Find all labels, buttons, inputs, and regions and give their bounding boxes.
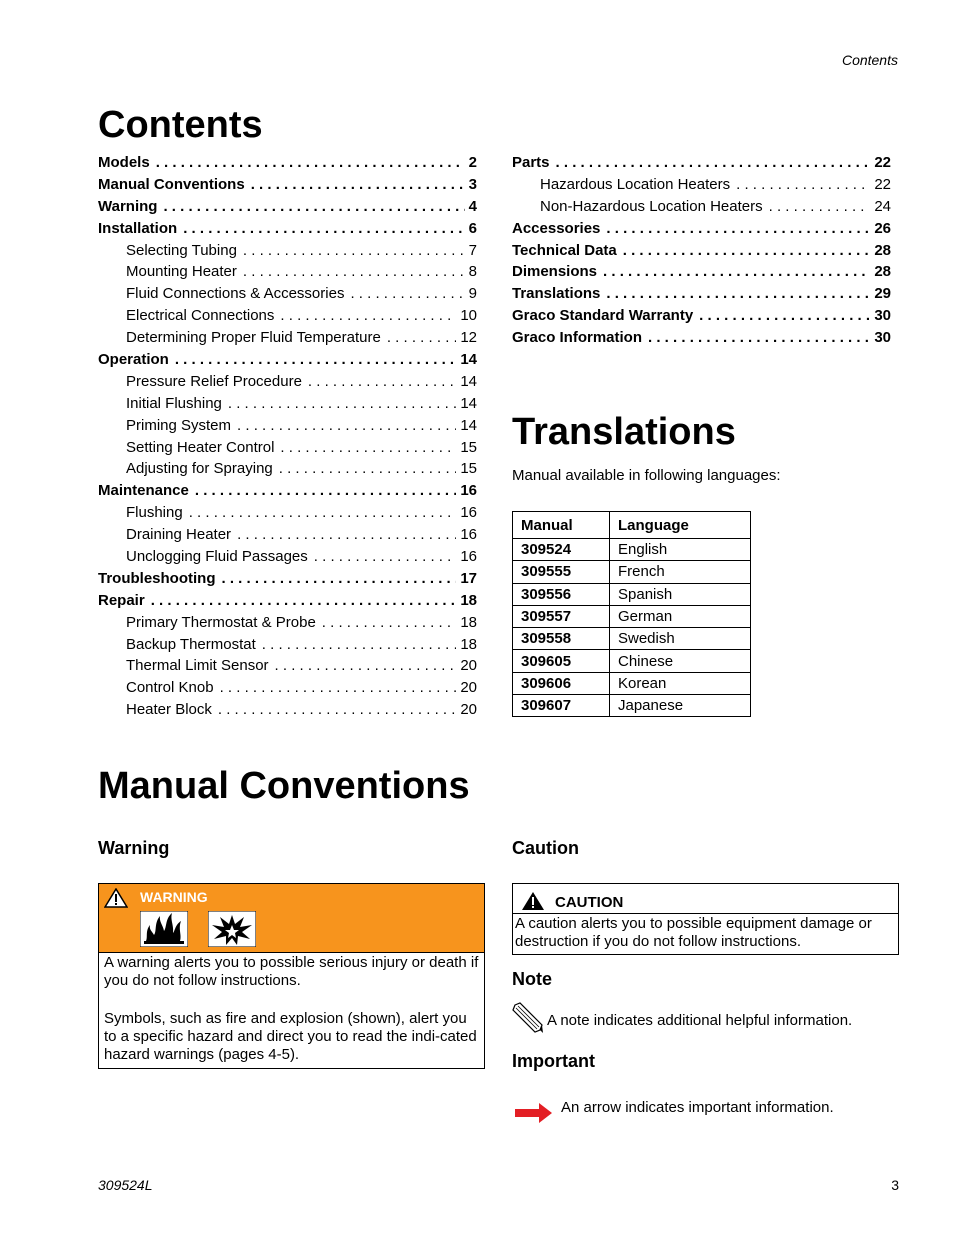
toc-entry-label: Manual Conventions bbox=[98, 175, 245, 193]
warning-triangle-icon bbox=[104, 888, 128, 908]
toc-entry-label: Repair bbox=[98, 591, 145, 609]
table-row bbox=[513, 695, 751, 717]
caution-triangle-icon bbox=[521, 891, 545, 911]
toc-entry-label: Initial Flushing bbox=[126, 394, 222, 412]
toc-entry-label: Backup Thermostat bbox=[126, 635, 256, 653]
running-head: Contents bbox=[841, 52, 898, 68]
toc-leader-dots bbox=[603, 263, 870, 280]
toc-entry bbox=[98, 285, 477, 307]
toc-entry-label: Selecting Tubing bbox=[126, 241, 237, 259]
toc-leader-dots bbox=[736, 176, 870, 193]
toc-entry bbox=[98, 504, 477, 526]
toc-leader-dots bbox=[222, 570, 457, 587]
toc-entry bbox=[98, 242, 477, 264]
language-cell: Spanish bbox=[610, 583, 751, 605]
toc-entry-page: 16 bbox=[460, 526, 477, 544]
toc-entry bbox=[98, 614, 477, 636]
warning-header-band bbox=[99, 884, 484, 953]
toc-entry-page: 18 bbox=[460, 635, 477, 653]
toc-entry-label: Setting Heater Control bbox=[126, 438, 275, 456]
toc-entry bbox=[98, 307, 477, 329]
toc-entry-label: Draining Heater bbox=[126, 526, 232, 544]
toc-entry bbox=[512, 285, 891, 307]
toc-entry-label: Flushing bbox=[126, 504, 183, 522]
toc-leader-dots bbox=[243, 242, 465, 259]
toc-entry-page: 20 bbox=[460, 657, 477, 675]
toc-entry-page: 6 bbox=[468, 219, 477, 237]
warning-description bbox=[104, 954, 479, 1064]
toc-leader-dots bbox=[769, 198, 871, 215]
toc-entry bbox=[98, 482, 477, 504]
toc-entry bbox=[512, 329, 891, 351]
doc-number: 309524L bbox=[98, 1177, 153, 1193]
toc-entry-label: Parts bbox=[512, 154, 550, 171]
table-row bbox=[513, 539, 751, 561]
caution-header bbox=[513, 884, 898, 914]
toc-entry bbox=[512, 307, 891, 329]
fire-icon bbox=[140, 911, 188, 947]
pencil-icon bbox=[512, 1002, 544, 1034]
toc-leader-dots bbox=[195, 482, 456, 499]
toc-leader-dots bbox=[156, 154, 465, 171]
toc-entry bbox=[512, 154, 891, 176]
toc-entry-label: Installation bbox=[98, 219, 178, 237]
toc-entry-page: 7 bbox=[468, 241, 477, 259]
toc-entry-label: Troubleshooting bbox=[98, 569, 216, 587]
toc-entry bbox=[98, 263, 477, 285]
toc-entry bbox=[98, 439, 477, 461]
toc-entry-label: Control Knob bbox=[126, 679, 214, 697]
toc-entry bbox=[512, 220, 891, 242]
note-heading: Note bbox=[512, 969, 552, 989]
toc-leader-dots bbox=[183, 220, 464, 237]
toc-left-column bbox=[98, 154, 477, 723]
toc-leader-dots bbox=[606, 220, 870, 237]
toc-entry-label: Accessories bbox=[512, 219, 601, 237]
important-text: An arrow indicates important information. bbox=[561, 1099, 834, 1116]
toc-entry-page: 20 bbox=[460, 679, 477, 697]
toc-entry-page: 28 bbox=[874, 263, 891, 281]
note-text: A note indicates additional helpful information. bbox=[547, 1012, 853, 1029]
toc-entry-page: 4 bbox=[468, 197, 477, 215]
translations-title: Translations bbox=[512, 411, 736, 453]
toc-entry-label: Electrical Connections bbox=[126, 307, 275, 325]
toc-leader-dots bbox=[623, 242, 871, 259]
toc-entry-label: Unclogging Fluid Passages bbox=[126, 548, 308, 566]
toc-entry-label: Graco Standard Warranty bbox=[512, 307, 694, 325]
manual-number-cell: 309556 bbox=[513, 583, 610, 605]
explosion-icon bbox=[208, 911, 256, 947]
toc-entry-page: 14 bbox=[460, 351, 477, 369]
toc-entry bbox=[98, 329, 477, 351]
toc-leader-dots bbox=[280, 307, 456, 324]
toc-leader-dots bbox=[237, 417, 456, 434]
language-cell: English bbox=[610, 539, 751, 561]
toc-entry-page: 14 bbox=[460, 394, 477, 412]
page-number: 3 bbox=[891, 1177, 899, 1193]
translations-intro: Manual available in following languages: bbox=[512, 467, 781, 484]
toc-entry-page: 30 bbox=[874, 329, 891, 347]
table-row bbox=[513, 650, 751, 672]
warning-label: WARNING bbox=[140, 889, 208, 905]
toc-entry bbox=[98, 220, 477, 242]
toc-right-column bbox=[512, 154, 891, 351]
table-row bbox=[513, 672, 751, 694]
toc-leader-dots bbox=[251, 176, 465, 193]
toc-entry bbox=[512, 198, 891, 220]
toc-leader-dots bbox=[556, 154, 871, 171]
toc-entry bbox=[512, 263, 891, 285]
toc-leader-dots bbox=[262, 636, 457, 653]
toc-entry-label: Non-Hazardous Location Heaters bbox=[540, 197, 763, 215]
toc-entry-label: Maintenance bbox=[98, 482, 189, 500]
toc-leader-dots bbox=[606, 285, 870, 302]
toc-entry-page: 8 bbox=[468, 263, 477, 281]
toc-entry bbox=[98, 154, 477, 176]
toc-entry-page: 14 bbox=[460, 372, 477, 390]
toc-entry-page: 24 bbox=[874, 197, 891, 215]
red-arrow-icon bbox=[515, 1102, 553, 1124]
toc-leader-dots bbox=[151, 592, 457, 609]
manual-number-cell: 309555 bbox=[513, 561, 610, 583]
table-header-cell: Language bbox=[610, 512, 751, 539]
toc-entry bbox=[98, 526, 477, 548]
toc-entry-label: Thermal Limit Sensor bbox=[126, 657, 269, 675]
toc-entry-label: Models bbox=[98, 154, 150, 171]
important-heading: Important bbox=[512, 1051, 595, 1071]
manual-number-cell: 309557 bbox=[513, 605, 610, 627]
toc-entry-page: 17 bbox=[460, 569, 477, 587]
toc-entry-label: Translations bbox=[512, 285, 601, 303]
table-row bbox=[513, 561, 751, 583]
warning-box bbox=[98, 883, 485, 1069]
manual-number-cell: 309607 bbox=[513, 695, 610, 717]
toc-entry-label: Operation bbox=[98, 351, 169, 369]
toc-entry bbox=[98, 679, 477, 701]
toc-entry bbox=[98, 417, 477, 439]
table-header-cell: Manual bbox=[513, 512, 610, 539]
toc-entry-page: 18 bbox=[460, 591, 477, 609]
toc-entry bbox=[98, 395, 477, 417]
toc-entry bbox=[98, 460, 477, 482]
toc-entry-page: 28 bbox=[874, 241, 891, 259]
language-cell: Korean bbox=[610, 672, 751, 694]
toc-leader-dots bbox=[350, 285, 464, 302]
toc-leader-dots bbox=[175, 351, 456, 368]
toc-entry-page: 9 bbox=[468, 285, 477, 303]
toc-leader-dots bbox=[275, 657, 457, 674]
toc-entry bbox=[98, 373, 477, 395]
toc-entry-page: 29 bbox=[874, 285, 891, 303]
toc-leader-dots bbox=[163, 198, 464, 215]
toc-leader-dots bbox=[308, 373, 456, 390]
manual-conventions-title: Manual Conventions bbox=[98, 765, 470, 807]
toc-leader-dots bbox=[280, 439, 456, 456]
translations-table bbox=[512, 511, 751, 717]
language-cell: Chinese bbox=[610, 650, 751, 672]
caution-box bbox=[512, 883, 899, 955]
toc-entry-label: Priming System bbox=[126, 416, 232, 434]
toc-entry bbox=[98, 548, 477, 570]
toc-entry bbox=[98, 351, 477, 373]
toc-entry bbox=[98, 176, 477, 198]
toc-entry bbox=[512, 242, 891, 264]
toc-leader-dots bbox=[322, 614, 457, 631]
manual-number-cell: 309558 bbox=[513, 628, 610, 650]
table-row bbox=[513, 628, 751, 650]
toc-entry-label: Graco Information bbox=[512, 329, 643, 347]
toc-entry bbox=[512, 176, 891, 198]
toc-entry bbox=[98, 198, 477, 220]
toc-entry-page: 12 bbox=[460, 329, 477, 347]
toc-entry-page: 15 bbox=[460, 460, 477, 478]
table-row bbox=[513, 605, 751, 627]
caution-label: CAUTION bbox=[555, 894, 624, 911]
toc-entry bbox=[98, 570, 477, 592]
warning-heading: Warning bbox=[98, 838, 170, 858]
toc-leader-dots bbox=[228, 395, 456, 412]
toc-entry-label: Pressure Relief Procedure bbox=[126, 372, 302, 390]
caution-description: A caution alerts you to possible equipment damage or destruction if you do not follow instructions. bbox=[515, 915, 872, 950]
toc-entry-page: 16 bbox=[460, 482, 477, 500]
toc-leader-dots bbox=[648, 329, 870, 346]
toc-entry-page: 16 bbox=[460, 548, 477, 566]
language-cell: French bbox=[610, 561, 751, 583]
toc-entry-label: Determining Proper Fluid Temperature bbox=[126, 329, 381, 347]
language-cell: Swedish bbox=[610, 628, 751, 650]
warning-text-1: A warning alerts you to possible serious injury or death if you do not follow instructions. bbox=[104, 954, 479, 989]
toc-entry bbox=[98, 592, 477, 614]
toc-entry-label: Adjusting for Spraying bbox=[126, 460, 273, 478]
toc-entry-page: 22 bbox=[874, 154, 891, 171]
toc-entry-page: 22 bbox=[874, 175, 891, 193]
toc-entry bbox=[98, 657, 477, 679]
toc-entry-page: 16 bbox=[460, 504, 477, 522]
toc-entry-page: 3 bbox=[468, 175, 477, 193]
toc-entry-label: Primary Thermostat & Probe bbox=[126, 613, 316, 631]
toc-leader-dots bbox=[243, 263, 465, 280]
toc-entry-page: 15 bbox=[460, 438, 477, 456]
toc-entry-label: Hazardous Location Heaters bbox=[540, 175, 731, 193]
toc-entry-label: Warning bbox=[98, 197, 158, 215]
toc-entry-label: Mounting Heater bbox=[126, 263, 237, 281]
toc-entry bbox=[98, 701, 477, 723]
toc-leader-dots bbox=[387, 329, 456, 346]
toc-entry-label: Dimensions bbox=[512, 263, 598, 281]
toc-entry bbox=[98, 636, 477, 658]
toc-leader-dots bbox=[314, 548, 457, 565]
toc-entry-label: Heater Block bbox=[126, 701, 212, 719]
toc-entry-label: Fluid Connections & Accessories bbox=[126, 285, 345, 303]
toc-leader-dots bbox=[237, 526, 456, 543]
caution-heading: Caution bbox=[512, 838, 579, 858]
language-cell: German bbox=[610, 605, 751, 627]
toc-leader-dots bbox=[279, 460, 457, 477]
manual-number-cell: 309605 bbox=[513, 650, 610, 672]
toc-entry-page: 20 bbox=[460, 701, 477, 719]
toc-entry-page: 2 bbox=[468, 154, 477, 171]
toc-leader-dots bbox=[220, 679, 457, 696]
warning-text-2: Symbols, such as fire and explosion (shown), alert you to a specific hazard and direct you to read the indi-cated hazard warnings (pages 4-5). bbox=[104, 1010, 477, 1063]
toc-entry-page: 30 bbox=[874, 307, 891, 325]
toc-entry-page: 10 bbox=[460, 307, 477, 325]
manual-number-cell: 309524 bbox=[513, 539, 610, 561]
contents-title: Contents bbox=[98, 104, 263, 146]
toc-entry-page: 18 bbox=[460, 613, 477, 631]
toc-entry-page: 14 bbox=[460, 416, 477, 434]
toc-leader-dots bbox=[189, 504, 457, 521]
language-cell: Japanese bbox=[610, 695, 751, 717]
toc-leader-dots bbox=[699, 307, 870, 324]
table-row bbox=[513, 583, 751, 605]
toc-entry-label: Technical Data bbox=[512, 241, 617, 259]
manual-number-cell: 309606 bbox=[513, 672, 610, 694]
toc-entry-page: 26 bbox=[874, 219, 891, 237]
table-header-row bbox=[513, 512, 751, 539]
toc-leader-dots bbox=[218, 701, 456, 718]
